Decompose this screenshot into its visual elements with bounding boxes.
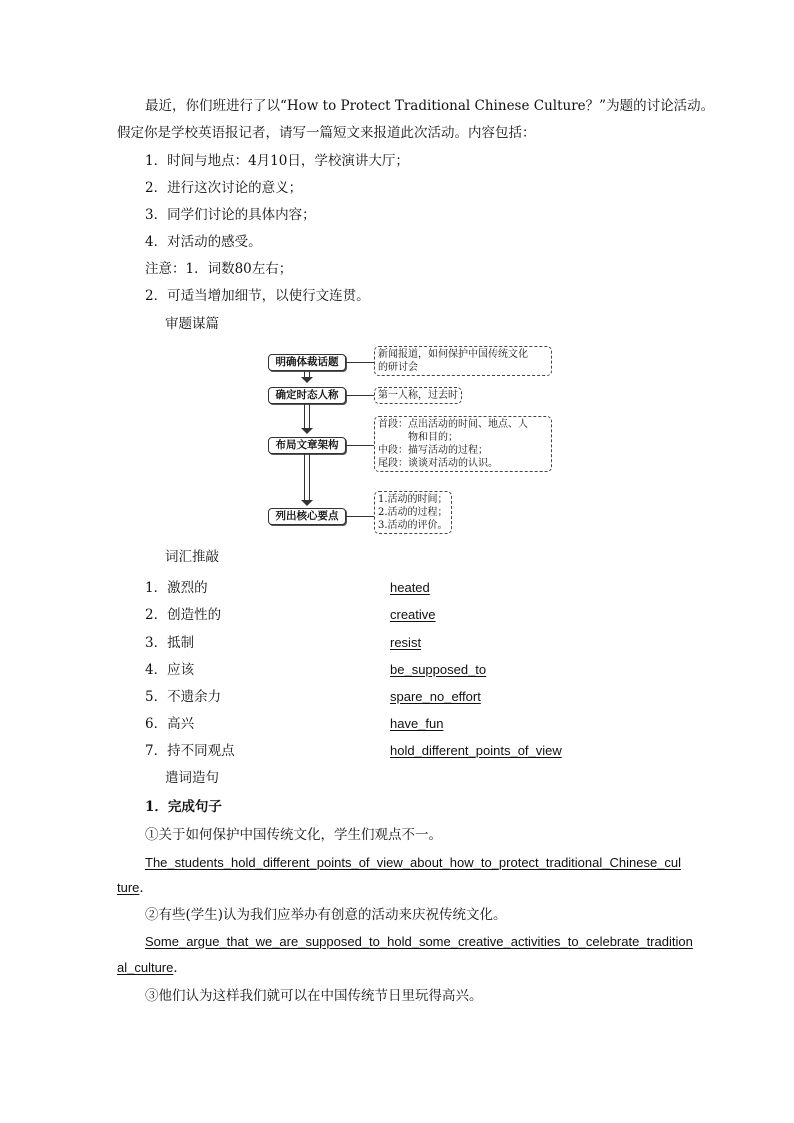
intro-line-2: 假定你是学校英语报记者，请写一篇短文来报道此次活动。内容包括： xyxy=(117,125,536,141)
diagram-node-genre: 明确体裁话题 xyxy=(268,354,346,371)
vocab-answer: heated xyxy=(390,580,430,595)
sentence-1-answer-line-1: The_students_hold_different_points_of_view_about_how_to_protect_traditional_Chinese_cul xyxy=(145,855,682,870)
vocab-chinese: 7．持不同观点 xyxy=(145,743,235,759)
connector-2 xyxy=(346,395,374,396)
diagram-note-keypoints xyxy=(374,491,452,534)
vocab-answer: creative xyxy=(390,607,436,622)
vocab-chinese: 3．抵制 xyxy=(145,635,195,651)
requirement-4: 4．对活动的感受。 xyxy=(145,234,262,250)
vocab-answer: spare_no_effort xyxy=(390,689,481,704)
section-vocab-heading: 词汇推敲 xyxy=(165,549,219,565)
vocab-row xyxy=(145,660,665,680)
requirement-2: 2．进行这次讨论的意义； xyxy=(145,180,303,196)
vocab-chinese: 5．不遗余力 xyxy=(145,689,222,705)
vocab-answer: resist xyxy=(390,635,422,650)
note-genre-line-2: 的研讨会 xyxy=(378,362,418,373)
arrow-down-1 xyxy=(304,371,310,377)
diagram-note-tense xyxy=(374,387,462,404)
diagram-node-structure: 布局文章架构 xyxy=(268,437,346,454)
sentence-1-chinese: ①关于如何保护中国传统文化，学生们观点不一。 xyxy=(145,827,442,843)
vocab-answer: be_supposed_to xyxy=(390,662,487,677)
note-structure-line-3: 中段：描写活动的过程； xyxy=(378,445,488,456)
requirement-3: 3．同学们讨论的具体内容； xyxy=(145,207,316,223)
intro-line-1: 最近，你们班进行了以“How to Protect Traditional Chinese Culture？”为题的讨论活动。 xyxy=(145,98,715,114)
sentence-2-answer-line-1: Some_argue_that_we_are_supposed_to_hold_some_creative_activities_to_celebrate_tradition xyxy=(145,934,693,949)
connector-4 xyxy=(346,516,374,517)
vocab-chinese: 6．高兴 xyxy=(145,716,195,732)
sentence-2-chinese: ②有些(学生)认为我们应举办有创意的活动来庆祝传统文化。 xyxy=(145,907,507,923)
note-structure-line-2: 物和目的； xyxy=(408,432,458,443)
vocab-row xyxy=(145,633,665,653)
vocab-answer: hold_different_points_of_view xyxy=(390,743,562,758)
diagram-node-keypoints: 列出核心要点 xyxy=(268,508,346,525)
note-structure-line-1: 首段：点出活动的时间、地点、人 xyxy=(378,419,528,430)
diagram-node-tense: 确定时态人称 xyxy=(268,387,346,404)
vocab-row xyxy=(145,714,665,734)
vocab-chinese: 2．创造性的 xyxy=(145,607,222,623)
sentence-1-period: ． xyxy=(139,880,153,896)
sentence-3-chinese: ③他们认为这样我们就可以在中国传统节日里玩得高兴。 xyxy=(145,988,483,1004)
vocab-row xyxy=(145,687,665,707)
note-genre-line-1: 新闻报道，如何保护中国传统文化 xyxy=(378,349,528,360)
note-structure-line-4: 尾段：谈谈对活动的认识。 xyxy=(378,458,498,469)
sentence-1-answer-line-2 xyxy=(117,878,153,898)
diagram-note-genre xyxy=(374,346,552,376)
connector-3 xyxy=(346,445,374,446)
vocab-row xyxy=(145,605,665,625)
arrow-down-2 xyxy=(304,404,310,428)
diagram-note-structure xyxy=(374,416,552,472)
sentence-2-period: ． xyxy=(173,960,187,976)
vocab-chinese: 1．激烈的 xyxy=(145,580,208,596)
section-planning-heading: 审题谋篇 xyxy=(165,316,219,332)
note-tense-line-1: 第一人称，过去时 xyxy=(378,390,458,401)
note-keypoints-line-1: 1.活动的时间； xyxy=(378,494,448,505)
connector-1 xyxy=(346,362,374,363)
vocab-row xyxy=(145,741,665,761)
planning-flow-diagram xyxy=(265,345,555,545)
sentence-2-answer-tail: al_culture xyxy=(117,960,174,975)
note-keypoints-line-3: 3.活动的评价。 xyxy=(378,520,448,531)
section-sentence-heading: 遣词造句 xyxy=(165,770,219,786)
arrow-down-3 xyxy=(304,454,310,500)
vocab-chinese: 4．应该 xyxy=(145,662,195,678)
vocab-answer: have_fun xyxy=(390,716,444,731)
sub-heading: 1．完成句子 xyxy=(145,799,222,815)
sentence-1-answer-tail: ture xyxy=(117,880,140,895)
note-1: 注意：1．词数80左右； xyxy=(145,261,293,277)
requirement-1: 1．时间与地点：4月10日，学校演讲大厅； xyxy=(145,153,409,169)
note-keypoints-line-2: 2.活动的过程； xyxy=(378,507,448,518)
note-2: 2．可适当增加细节，以使行文连贯。 xyxy=(145,288,370,304)
sentence-2-answer-line-2 xyxy=(117,958,187,978)
vocab-row xyxy=(145,578,665,598)
